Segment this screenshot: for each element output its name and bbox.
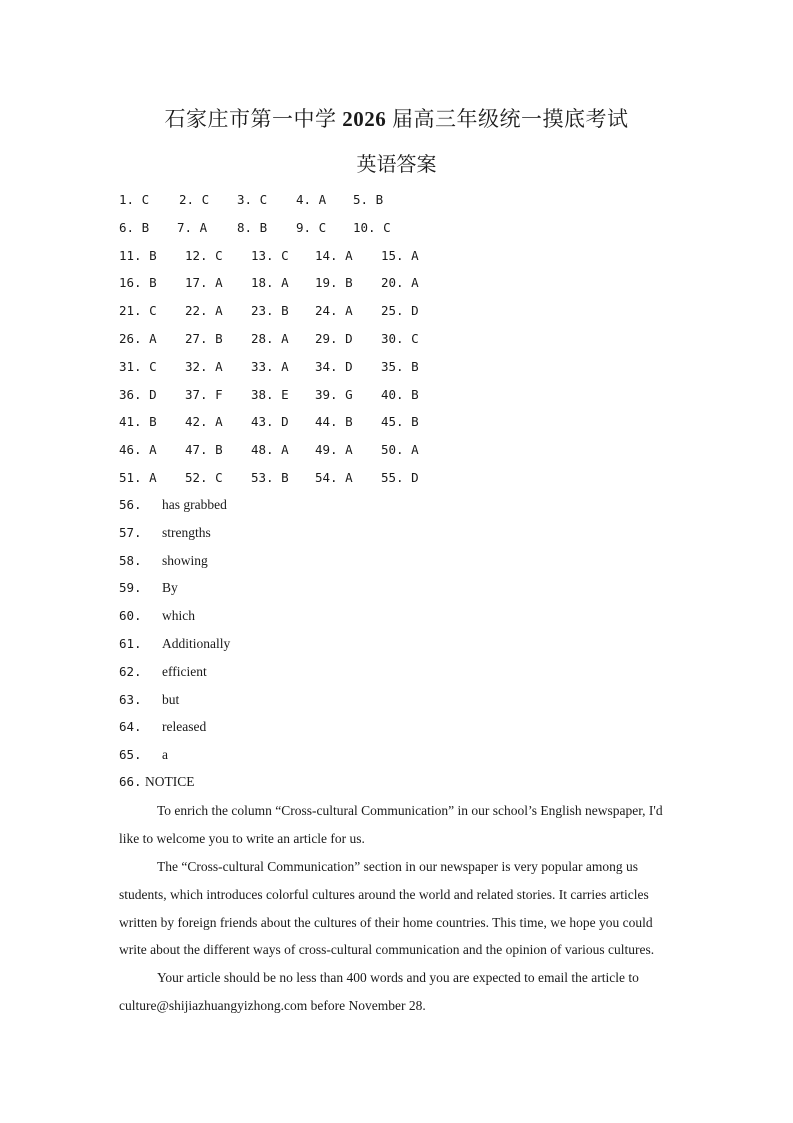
answer-key-subtitle: 英语答案: [356, 154, 437, 176]
mc-answer: 27. B: [185, 331, 223, 346]
mc-answer: 6. B: [119, 219, 150, 235]
mc-answer: 17. A: [185, 275, 223, 291]
mc-answer: 12. C: [185, 247, 223, 263]
mc-answer: 46. A: [119, 442, 157, 458]
mc-answer: 7. A: [177, 219, 208, 235]
mc-answer: 45. B: [381, 414, 419, 430]
fill-in-number: 65.: [119, 747, 142, 763]
mc-answer: 34. D: [315, 358, 353, 374]
mc-answer: 54. A: [315, 470, 353, 485]
mc-answer: 47. B: [185, 442, 223, 458]
mc-answer: 24. A: [315, 303, 353, 319]
notice-paragraph-1: To enrich the column “Cross-cultural Communication” in our school’s English newspaper, I'd like to welcome you to write an article for us.: [119, 803, 663, 846]
fill-in-answer: released: [162, 719, 207, 735]
mc-answer: 16. B: [119, 275, 157, 291]
mc-answer: 5. B: [353, 192, 384, 207]
fill-in-number: 56.: [119, 497, 142, 512]
mc-answer: 19. B: [315, 275, 353, 291]
fill-in-answer: efficient: [162, 663, 207, 679]
fill-in-number: 64.: [119, 719, 142, 735]
exam-title: [0, 106, 793, 132]
mc-answer: 40. B: [381, 386, 419, 402]
mc-answer: 38. E: [251, 386, 289, 402]
title-suffix: 届高三年级统一摸底考试: [386, 107, 629, 131]
mc-answer: 18. A: [251, 275, 289, 291]
mc-answer: 41. B: [119, 414, 157, 430]
mc-answer: 25. D: [381, 303, 419, 319]
fill-in-number: 63.: [119, 691, 142, 707]
mc-answer: 33. A: [251, 358, 289, 374]
title-prefix: 石家庄市第一中学: [164, 107, 343, 131]
fill-in-number: 62.: [119, 663, 142, 679]
mc-answer: 3. C: [237, 192, 268, 207]
fill-in-answer: showing: [162, 552, 208, 568]
mc-answer: 50. A: [381, 442, 419, 458]
mc-answer: 11. B: [119, 247, 157, 263]
mc-answer: 42. A: [185, 414, 223, 430]
title-year: 2026: [342, 107, 387, 131]
mc-answer: 21. C: [119, 303, 157, 319]
fill-in-number: 60.: [119, 608, 142, 624]
mc-answer: 22. A: [185, 303, 223, 319]
mc-answer: 15. A: [381, 247, 419, 263]
mc-answer: 8. B: [237, 219, 268, 235]
fill-in-answer: has grabbed: [162, 497, 227, 512]
mc-answer: 10. C: [353, 219, 391, 235]
fill-in-answer: By: [162, 580, 178, 596]
mc-answer: 9. C: [296, 219, 327, 235]
mc-answer: 44. B: [315, 414, 353, 430]
mc-answer: 23. B: [251, 303, 289, 319]
notice-paragraph-3: Your article should be no less than 400 words and you are expected to email the article to culture@shijiazhuangyizhong.com before November 28.: [119, 970, 639, 1013]
fill-in-answer: but: [162, 691, 180, 707]
fill-in-answer: strengths: [162, 524, 211, 540]
notice-paragraph-2: The “Cross-cultural Communication” section in our newspaper is very popular among us students, which introduces colorful cultures around the world and related stories. It carries articles written by foreign friends about the cultures of their home countries. This time, we hope you could write about the different ways of cross-cultural communication and the opinion of various cultures.: [119, 859, 655, 958]
fill-in-answer: which: [162, 608, 195, 624]
mc-answer: 37. F: [185, 386, 223, 402]
mc-answer: 31. C: [119, 358, 157, 374]
mc-answer: 51. A: [119, 470, 157, 485]
fill-in-answer: Additionally: [162, 636, 231, 651]
mc-answer: 43. D: [251, 414, 289, 430]
mc-answer: 32. A: [185, 358, 223, 374]
writing-heading: [119, 772, 194, 792]
mc-answer: 36. D: [119, 386, 157, 402]
mc-answer: 49. A: [315, 442, 353, 458]
fill-in-number: 61.: [119, 636, 142, 651]
mc-answer: 30. C: [381, 331, 419, 346]
fill-in-number: 58.: [119, 552, 142, 568]
mc-answer: 26. A: [119, 331, 157, 346]
mc-answer: 55. D: [381, 470, 419, 485]
mc-answer: 29. D: [315, 331, 353, 346]
mc-answer: 53. B: [251, 470, 289, 485]
mc-answer: 48. A: [251, 442, 289, 458]
mc-answer: 39. G: [315, 386, 353, 402]
mc-answer: 13. C: [251, 247, 289, 263]
fill-in-number: 59.: [119, 580, 142, 596]
mc-answer: 2. C: [179, 192, 210, 207]
mc-answer: 52. C: [185, 470, 223, 485]
notice-title: NOTICE: [144, 774, 195, 789]
mc-answer: 35. B: [381, 358, 419, 374]
mc-answer: 1. C: [119, 192, 150, 207]
mc-answer: 20. A: [381, 275, 419, 291]
mc-answer: 14. A: [315, 247, 353, 263]
mc-answer: 4. A: [296, 192, 327, 207]
fill-in-answer: a: [162, 747, 168, 763]
mc-answer: 28. A: [251, 331, 289, 346]
fill-in-number: 57.: [119, 524, 142, 540]
writing-number: 66.: [119, 774, 142, 789]
